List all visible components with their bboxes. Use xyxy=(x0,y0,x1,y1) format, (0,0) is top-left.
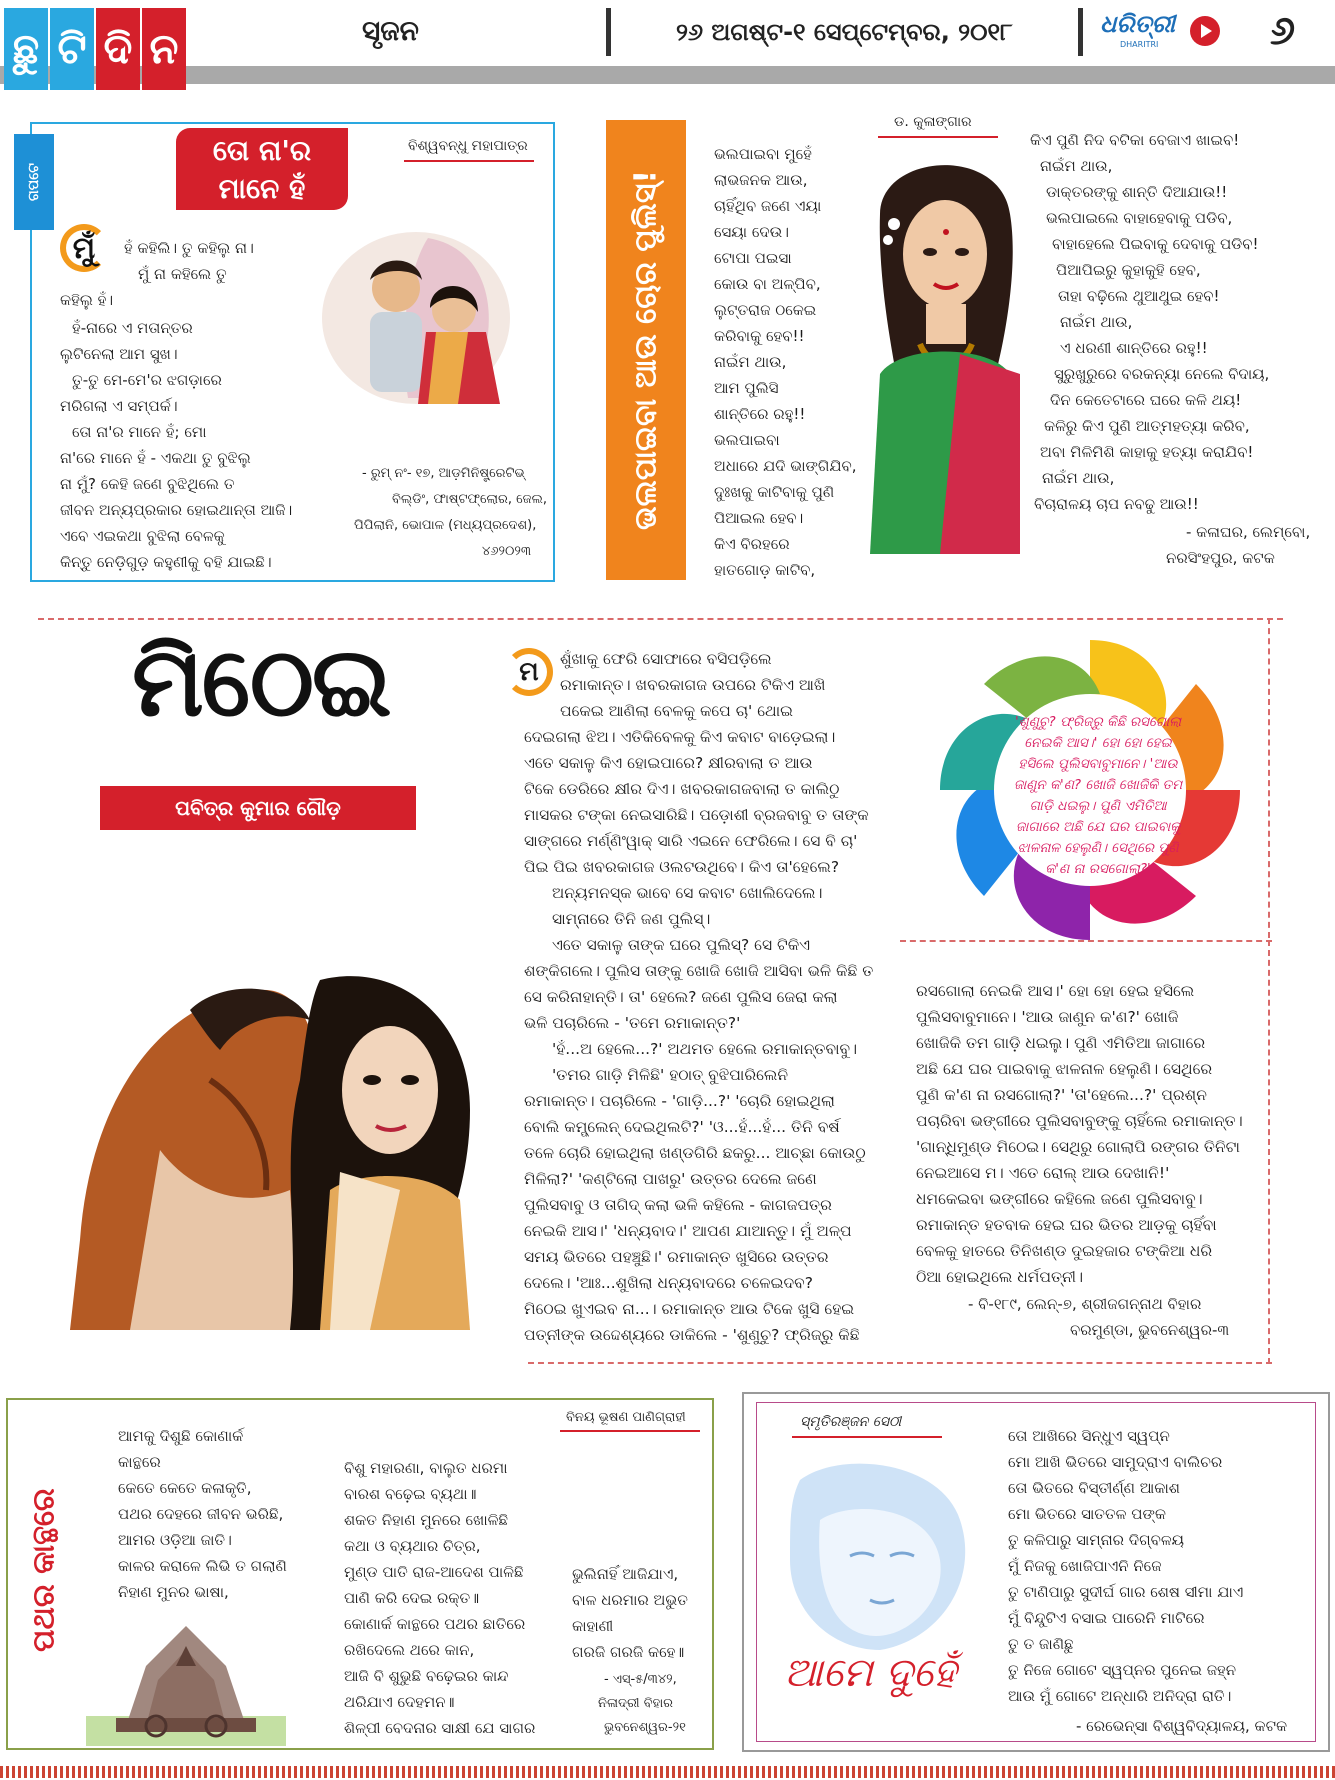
story-line: ଧମକେଇବା ଭଙ୍ଗୀରେ କହିଲେ ଜଣେ ପୁଲିସବାବୁ। xyxy=(916,1190,1203,1208)
story-line: ଦେଇଗଲା ଝିଅ। ଏତିକିବେଳକୁ କିଏ କବାଟ ବାଡ଼େଇଲା। xyxy=(524,728,836,746)
address-line: ନିଳାଦ୍ରୀ ବିହାର xyxy=(598,1696,674,1711)
poem1-author: ବିଶ୍ୱବନ୍ଧୁ ମହାପାତ୍ର xyxy=(408,138,528,154)
poem-line: ଆମର ଓଡ଼ିଆ ଜାତି। xyxy=(118,1531,232,1549)
story-line: ଠିଆ ହୋଇଥିଲେ ଧର୍ମପତ୍ନୀ। xyxy=(916,1268,1084,1286)
poem-line: ଥରିଯାଏ ଦେହମନ॥ xyxy=(344,1693,455,1711)
poem-line: ରଖିଦେଲେ ଥରେ କାନ, xyxy=(344,1641,475,1659)
story-line: ରମାକାନ୍ତ ହତବାକ ହେଇ ଘର ଭିତର ଆଡ଼କୁ ଚାହିଁବା xyxy=(916,1216,1217,1234)
poem-line: ଆଜି ବି ଶୁଭୁଛି ବଢ଼େଇର କାନ୍ଦ xyxy=(344,1667,509,1685)
address-line: ଭୁବନେଶ୍ୱର-୨୧ xyxy=(604,1720,686,1735)
story-line: ରମାକାନ୍ତ। ଖବରକାଗଜ ଉପରେ ଟିକିଏ ଆଖି xyxy=(560,676,826,694)
address-line: ବରମୁଣ୍ଡା, ଭୁବନେଶ୍ୱର-୩ xyxy=(1070,1321,1230,1339)
address-line: ୪୬୨୦୨୩ xyxy=(482,544,532,559)
poem-line: ବିଚାରାଳୟ ଚାପ ନବଢୁ ଆଉ!! xyxy=(1034,495,1199,513)
story-line: ତଳେ ଚୋରି ହୋଇଥିଲା ଖଣ୍ଡଗିରି ଛକରୁ... ଆଚ୍ଛା କୋଉଠୁ xyxy=(524,1144,866,1162)
story-line: ମିଳିଲା?' 'କଣ୍ଟିଲୋ ପାଖରୁ' ଉତ୍ତର ଦେଲେ ଜଣେ xyxy=(524,1170,817,1188)
poem3-author: ବିନୟ ଭୂଷଣ ପାଣିଗ୍ରାହୀ xyxy=(566,1410,686,1425)
story-line: ପତ୍ନୀଙ୍କ ଉଦ୍ଦେଶ୍ୟରେ ଡାକିଲେ - 'ଶୁଣୁଚୁ? ଫ୍ରିଜ୍‌ରୁ କିଛି xyxy=(524,1326,860,1344)
poem-line: ଡାକ୍ତରଙ୍କୁ ଶାନ୍ତି ଦିଆଯାଉ!! xyxy=(1046,183,1228,201)
poem-line-text: ତୋ ଆଖିରେ ସିନ୍ଧୁଏ ସ୍ୱପ୍ନ xyxy=(1008,1427,1170,1445)
poem-line: ଦିନ କେତେଟାରେ ଘରେ କଳି ଥୟ! xyxy=(1050,391,1242,409)
address-line: ପିପିଲାନି, ଭୋପାଳ (ମଧ୍ୟପ୍ରଦେଶ), xyxy=(354,518,537,533)
address-line: ବିଲ୍ଡିଂ, ଫାଷ୍ଟଫ୍ଲୋର, ଜେଲ, xyxy=(392,492,548,507)
address-line: ନରସିଂହପୁର, କଟକ xyxy=(1166,549,1275,567)
poem-line: ପିଆପିଇରୁ କୁହାକୁହି ହେବ, xyxy=(1056,261,1201,279)
poem-line: ନାଇଁମ ଥାଉ, xyxy=(1040,157,1113,175)
story-line: ଟିକେ ଡେରିରେ କ୍ଷୀର ଦିଏ। ଖବରକାଗଜବାଲା ତ କାଲିଠୁ xyxy=(524,780,840,798)
poem-line: ଭଲପାଇଲେ ବାହାହେବାକୁ ପଡିବ, xyxy=(1046,209,1233,227)
frame-edge xyxy=(1268,618,1270,938)
logo-letter: ନ xyxy=(142,8,186,90)
poem-line: ନାଇଁମ ଥାଉ, xyxy=(1042,469,1115,487)
poem-line: କହିଲୁ ହଁ। xyxy=(60,291,114,309)
story-initial: ମ xyxy=(505,648,553,696)
story-line: ପୁଲିସବାବୁ ଓ ତାଗିଦ୍ କଲା ଭଳି କହିଲେ - କାଗଜପତ୍ର xyxy=(524,1196,832,1214)
story-line: ଅନ୍ୟମନସ୍କ ଭାବେ ସେ କବାଟ ଖୋଲିଦେଲେ। xyxy=(552,884,823,902)
poem-line: ତୁ-ତୁ ମେ-ମେ'ର ଝଗଡ଼ାରେ xyxy=(72,371,222,389)
footer-stripe xyxy=(0,1766,1335,1778)
poem-line: ପିଆଇଲ ହେବ। xyxy=(714,509,804,527)
story-line: ଏତେ ସକାଳୁ କିଏ ହୋଇପାରେ? କ୍ଷୀରବାଲା ତ ଆଉ xyxy=(524,754,813,772)
poem-line: ମୁଁ ବିନ୍ଦୁଟିଏ ବସାଇ ପାରେନି ମାଟିରେ xyxy=(1008,1609,1205,1627)
poem-line xyxy=(1008,1420,1170,1448)
story-line: ସମୟ ଭିତରେ ପହଞ୍ଚୁଛି।' ରମାକାନ୍ତ ଖୁସିରେ ଉତ୍ତର xyxy=(524,1248,829,1266)
poem-line: ପାଣି କରି ଦେଇ ରକ୍ତ॥ xyxy=(344,1589,480,1607)
poem2-author: ଡ. କୁଳାଙ୍ଗାର xyxy=(894,114,972,130)
poem-line: ତୋ ନା'ର ମାନେ ହଁ; ମୋ xyxy=(72,423,207,441)
frame-edge xyxy=(900,940,1272,942)
poem-line: ହାତଗୋଡ଼ କାଟିବ, xyxy=(714,561,816,579)
poem-line: ବିଶୁ ମହାରଣା, ବାଲୁତ ଧରମା xyxy=(344,1459,508,1477)
story-line: ପକେଇ ଆଣିଲା ବେଳକୁ କପେ ଚା' ଥୋଇ xyxy=(560,702,794,720)
page-number: ୬ xyxy=(1270,8,1296,54)
poem-line: ଦୁଃଖକୁ କାଟିବାକୁ ପୁଣି xyxy=(714,483,835,501)
frame-edge xyxy=(528,1362,1272,1364)
poem-line: ତୁ ତ ଜାଣିଛୁ xyxy=(1008,1635,1074,1653)
poem-line: ବାହାହେଲେ ପିଇବାକୁ ଦେବାକୁ ପଡିବ! xyxy=(1052,235,1259,253)
poem-line: କୋଉ ବା ଅଳ୍ପିବ, xyxy=(714,275,821,293)
poem-line: ମୋ ଆଖି ଭିତରେ ସାମୁଦ୍ରାଏ ବାଲିଚର xyxy=(1008,1453,1223,1471)
story-line: 'ତମର ଗାଡ଼ି ମିଳିଛି' ହଠାତ୍ ବୁଝିପାରିଲେନି xyxy=(552,1066,789,1084)
address-line: - କଳାଘର, ଲେମ୍ବୋ, xyxy=(1186,523,1311,541)
poem-line: ଭଲପାଇବା ମୁହେଁ xyxy=(714,145,812,163)
poem-line: ଗରଜି ଗରଜି କହେ॥ xyxy=(572,1643,685,1661)
poem-line: କଥା ଓ ବ୍ୟଥାର ଚିତ୍ର, xyxy=(344,1537,481,1555)
poem-line: ପଥର ଦେହରେ ଜୀବନ ଭରିଛି, xyxy=(118,1505,284,1523)
title-line: ମାନେ ହଁ xyxy=(218,172,306,205)
story-line: ନେଇକି ଆସ।' 'ଧନ୍ୟବାଦ।' ଆପଣ ଯାଆନ୍ତୁ। ମୁଁ ଅଳ୍ପ xyxy=(524,1222,852,1240)
poem-line: ତୁ ନିଜେ ଗୋଟେ ସ୍ୱପ୍ନର ପୁନେଇ ଜହ୍ନ xyxy=(1008,1661,1237,1679)
poem-line: ଅବା ମିଳିମିଶି କାହାକୁ ହତ୍ୟା କରାଯିବ! xyxy=(1040,443,1254,461)
poem4-title: ଆମେ ଦୁହେଁ xyxy=(784,1650,957,1696)
poem-line: ହଁ କହିଲି। ତୁ କହିଲୁ ନା। xyxy=(124,239,254,257)
poem-line: ନା'ରେ ମାନେ ହଁ - ଏକଥା ତୁ ବୁଝିଲୁ xyxy=(60,449,251,467)
poem-line: କଳିରୁ କିଏ ପୁଣି ଆତ୍ମହତ୍ୟା କରିବ, xyxy=(1044,417,1250,435)
story-line: ଭଳି ପଚାରିଲେ - 'ତମେ ରମାକାନ୍ତ?' xyxy=(524,1014,741,1032)
poem-line: କାହାଣୀ xyxy=(572,1617,614,1635)
brand-logo: ଧରିତ୍ରୀ xyxy=(1100,10,1175,38)
story-line: ସେ କରିନାହାନ୍ତି। ତା' ହେଲେ? ଜଣେ ପୁଲିସ ଜେରା କଲା xyxy=(524,988,838,1006)
poem-line: ଆଉ ମୁଁ ଗୋଟେ ଅନ୍ଧାରି ଅନିଦ୍ରା ରାତି। xyxy=(1008,1687,1232,1705)
poem-line: ଜୀବନ ଅନ୍ୟପ୍ରକାର ହୋଇଥାନ୍ତା ଆଜି। xyxy=(60,501,293,519)
poem4-address: - ରେଭେନ୍ସା ବିଶ୍ୱବିଦ୍ୟାଳୟ, କଟକ xyxy=(1076,1717,1288,1735)
story-line: ପଚାରିବା ଭଙ୍ଗୀରେ ପୁଲିସବାବୁଙ୍କୁ ଚାହିଁଲେ ରମାକାନ୍ତ। xyxy=(916,1112,1243,1130)
poem-line: ମୁଣ୍ଡ ପାତି ରାଜ-ଆଦେଶ ପାଳିଛି xyxy=(344,1563,524,1581)
address-line: - ଏସ୍-୫/୩୪୨, xyxy=(604,1672,677,1687)
story-line: ମିଠେଇ ଖୁଏଇବ ନା...। ରମାକାନ୍ତ ଆଉ ଟିକେ ଖୁସି ହେଇ xyxy=(524,1300,855,1318)
poem-line: ତୋ ଭିତରେ ବିସ୍ତୀର୍ଣ୍ଣ ଆକାଶ xyxy=(1008,1479,1180,1497)
story-line: ବୋଲି କମ୍ପ୍ଲେନ୍ ଦେଇଥିଲଟି?' 'ଓ...ହଁ...ହଁ... ତିନି ବର୍ଷ xyxy=(524,1118,840,1136)
poem-line-text: ଆମକୁ ଦିଶୁଛି କୋଣାର୍କ xyxy=(118,1427,244,1445)
story-line: ଖୋଜିକି ତମ ଗାଡ଼ି ଧଇଲୁ। ପୁଣି ଏମିତିଆ ଜାଗାରେ xyxy=(916,1034,1206,1052)
author-underline xyxy=(878,136,998,138)
poem-line: ଶିଳ୍ପୀ ବେଦନାର ସାକ୍ଷୀ ଯେ ସାଗର xyxy=(344,1719,536,1737)
poem2-title: ଭଲପାଇବା ଆଉ ଚୋର ପୁଲିସ୍! xyxy=(628,169,664,531)
story-line: ମାସକର ଟଙ୍କା ନେଇସାରିଛି। ପଡ଼ୋଶୀ ବ୍ରଜବାବୁ ତ ତାଙ୍କ xyxy=(524,806,869,824)
poem-line: କେତେ କେତେ କଳାକୃତି, xyxy=(118,1479,252,1497)
poem4-author: ସ୍ମୃତିରଞ୍ଜନ ସେଠୀ xyxy=(800,1414,902,1430)
poem-line: ସୁରୁଖୁରୁରେ ବରକନ୍ୟା ନେଲେ ବିଦାୟ, xyxy=(1054,365,1270,383)
poem-line: କୋଣାର୍କ କାନ୍ଥରେ ପଥର ଛାତିରେ xyxy=(344,1615,526,1633)
play-icon xyxy=(1190,16,1220,46)
poem-line: କରିବାକୁ ହେବ!! xyxy=(714,327,805,345)
poem-line: କିଏ ପୁଣି ନିଦ ବଟିକା ବେଜାଏ ଖାଇବ! xyxy=(1030,131,1240,149)
author-underline xyxy=(792,1436,942,1438)
poem-line: ଅଧାରେ ଯଦି ଭାଙ୍ଗିଯିବ, xyxy=(714,457,857,475)
story-line: ରସଗୋଲା ନେଇକି ଆସ।' ହୋ ହୋ ହେଇ ହସିଲେ xyxy=(916,982,1195,1000)
title-line: ତୋ ନା'ର xyxy=(212,134,312,167)
logo-letter: ଛୁ xyxy=(4,8,48,90)
header-divider xyxy=(606,8,611,56)
poem-line: ନାଇଁମ ଥାଉ, xyxy=(714,353,787,371)
story-line: ଦେଲେ। 'ଆଃ...ଶୁଖିଲା ଧନ୍ୟବାଦରେ ଚଳେଇଦବ? xyxy=(524,1274,813,1292)
pull-quote-text: 'ଶୁଣୁଚୁ? ଫ୍ରିଜ୍‌ରୁ କିଛି ରସଗୋଲା ନେଇକି ଆସ।' ହୋ ହୋ ହେଇ ହସିଲେ ପୁଲିସବାବୁମାନେ। 'ଆଉ ଜାଣୁନ କ'ଣ? ଖୋଜି ଖୋଜିକି ତମ ଗାଡ଼ି ଧଇଲୁ। ପୁଣି ଏମିତିଆ ଜାଗାରେ ଅଛି ଯେ ଘର ପାଇବାକୁ ଝାଳନାଳ ହେଲୁଣି। ସେଥିରେ ପୁଣି କ'ଣ ନା ରସଗୋଲା?' xyxy=(1013,714,1183,877)
poem1-title xyxy=(176,128,348,210)
story-line: ଏତେ ସକାଳୁ ତାଙ୍କ ଘରେ ପୁଲିସ୍? ସେ ଟିକିଏ xyxy=(552,936,811,954)
story-line: ପୁଣି କ'ଣ ନା ରସଗୋଲା?' 'ତା'ହେଲେ...?' ପ୍ରଶ୍ନ xyxy=(916,1086,1207,1104)
story-line: ସାମ୍ନାରେ ତିନି ଜଣ ପୁଲିସ୍। xyxy=(552,910,711,928)
logo-letter: ଟି xyxy=(50,8,94,90)
poem-line: ବାରଶ ବଢ଼େଇ ବ୍ୟଥା॥ xyxy=(344,1485,477,1503)
story-line: ଶୁଁଖାକୁ ଫେରି ସୋଫାରେ ବସିପଡ଼ିଲେ xyxy=(560,650,772,668)
poem1-initial: ମୁଁ xyxy=(60,224,108,272)
poem-line: ଏବେ ଏଇକଥା ବୁଝିଲା ବେଳକୁ xyxy=(60,527,225,545)
poem-line: ମୁଁ ନିଜକୁ ଖୋଜିପାଏନି ନିଜେ xyxy=(1008,1557,1162,1575)
story-title: ମିଠେଇ xyxy=(132,626,390,738)
poem1-tag: ଗପଟେ xyxy=(14,134,54,230)
author-underline xyxy=(560,1430,700,1432)
poem-line xyxy=(118,1420,243,1448)
poem-line: ତୁ ଟାଣିପାରୁ ସୁଦୀର୍ଘ ଗାର ଶେଷ ସୀମା ଯାଏ xyxy=(1008,1583,1244,1601)
poem-line: ମୋ ଭିତରେ ସାତତଳ ପଙ୍କ xyxy=(1008,1505,1166,1523)
poem-line: ନା ମୁଁ? କେହି ଜଣେ ବୁଝିଥିଲେ ତ xyxy=(60,475,235,493)
header-divider xyxy=(1078,8,1083,56)
frame-edge xyxy=(1268,940,1270,1364)
poem-line: ହଁ-ନାରେ ଏ ମତାନ୍ତର xyxy=(72,319,193,337)
story-line: ସାଙ୍ଗରେ ମର୍ଣ୍ଣିଂୱାକ୍ ସାରି ଏଇନେ ଫେରିଲେ। ସେ ବି ଚା' xyxy=(524,832,858,850)
poem-line: ଶାନ୍ତିରେ ରହୁ!! xyxy=(714,405,806,423)
story-line: ରମାକାନ୍ତ। ପଚାରିଲେ - 'ଗାଡ଼ି...?' 'ଚୋରି ହୋଇଥିଲା xyxy=(524,1092,835,1110)
poem-line: ଚାହିଁଥିବ ଜଣେ ଏୟା xyxy=(714,197,822,215)
story-line: 'ଗାନ୍ଧିମୁଣ୍ଡ ମିଠେଇ। ସେଥିରୁ ଗୋଲାପି ରଙ୍ଗର ତିନିଟା xyxy=(916,1138,1240,1156)
header-rule xyxy=(0,66,1335,84)
issue-date: ୨୬ ଅଗଷ୍ଟ-୧ ସେପ୍ଟେମ୍ବର, ୨୦୧୮ xyxy=(676,18,1013,46)
poem-line: ନିହାଣ ମୁନର ଭାଷା, xyxy=(118,1583,229,1601)
poem-line: ଆମ ପୁଲିସି xyxy=(714,379,779,397)
poem-line: ତୁ କଳିପାରୁ ସାମ୍ନାର ଦିଗ୍‌ବଳୟ xyxy=(1008,1531,1185,1549)
poem-line: ତାହା ବଢ଼ିଲେ ଥୁଆଥୁଇ ହେବ! xyxy=(1058,287,1220,305)
story-author: ପବିତ୍ର କୁମାର ଗୌଡ଼ xyxy=(100,786,416,830)
brand-sub: DHARITRI xyxy=(1120,40,1159,49)
address-line: - ରୁମ୍ ନଂ- ୧୭, ଆଡ଼ମିନିଷ୍ଟ୍ରେଟିଭ୍ xyxy=(362,466,525,481)
poem-line: ଭୁଲିନାହିଁ ଆଜିଯାଏ, xyxy=(572,1565,679,1583)
story-line: ଅଛି ଯେ ଘର ପାଇବାକୁ ଝାଳନାଳ ହେଲୁଣି। ସେଥିରେ xyxy=(916,1060,1213,1078)
poem-line: ଏ ଧରଣୀ ଶାନ୍ତିରେ ରହୁ!! xyxy=(1060,339,1208,357)
poem-line: ମୁଁ ନା କହିଲେ ତୁ xyxy=(138,265,227,283)
poem-line: ଶକତ ନିହାଣ ମୁନରେ ଖୋଳିଛି xyxy=(344,1511,509,1529)
poem-line: ନାଇଁମ ଥାଉ, xyxy=(1060,313,1133,331)
poem-line: ଭଲପାଇବା xyxy=(714,431,780,449)
poem-line: ଟୋପା ପଇସା xyxy=(714,249,792,267)
poem-line: କାଳର କରାଳେ ଲିଭି ତ ଗଲାଣି xyxy=(118,1557,287,1575)
poem-line: ବାଳ ଧରମାର ଅଭୁତ xyxy=(572,1591,688,1609)
poem-line: କିନ୍ତୁ ନେଡ଼ିଗୁଡ଼ କହୁଣୀକୁ ବହି ଯାଇଛି। xyxy=(60,553,272,571)
story-line: ନେଇଆସେ ମ। ଏତେ ରୋଲ୍ ଆଉ ଦେଖାନି!' xyxy=(916,1164,1170,1182)
poem-line: କାନ୍ଥରେ xyxy=(118,1453,161,1471)
poem-line: କିଏ ବିରହରେ xyxy=(714,535,790,553)
logo-letter: ଦି xyxy=(96,8,140,90)
story-line: ଶଙ୍କିଗଲେ। ପୁଲିସ ତାଙ୍କୁ ଖୋଜି ଖୋଜି ଆସିବା ଭଳି କିଛି ତ xyxy=(524,962,874,980)
address-line: - ବି-୧୮୯, ଲେନ୍-୭, ଶ୍ରୀଜଗନ୍ନାଥ ବିହାର xyxy=(968,1295,1202,1313)
story-line: ପିଇ ପିଇ ଖବରକାଗଜ ଓଲଟଉଥିବେ। କିଏ ତା'ହେଲେ? xyxy=(524,858,840,876)
story-line: 'ହଁ...ଅ ହେଲେ...?' ଅଥମତ ହେଲେ ରମାକାନ୍ତବାବୁ। xyxy=(552,1040,858,1058)
poem-line: ଲୁଟ୍‌ତରାଜ ଠକେଇ xyxy=(714,301,817,319)
story-line: ବେଳକୁ ହାତରେ ତିନିଖଣ୍ଡ ଦୁଇହଜାର ଟଙ୍କିଆ ଧରି xyxy=(916,1242,1213,1260)
section-name: ସୃଜନ xyxy=(362,14,419,47)
poem-line: ମରିଗଲା ଏ ସମ୍ପର୍କ। xyxy=(60,397,178,415)
poem3-title: ପଥର କାନ୍ଥରେ xyxy=(26,1488,62,1652)
poem-line: ସେୟା ଦେଉ। xyxy=(714,223,789,241)
story-line: ପୁଲିସବାବୁମାନେ। 'ଆଉ ଜାଣୁନ କ'ଣ?' ଖୋଜି xyxy=(916,1008,1179,1026)
poem-line: ଲାଭଜନକ ଆଉ, xyxy=(714,171,808,189)
author-underline xyxy=(404,160,534,162)
poem-line: ଲୁଟିନେଲା ଆମ ସୁଖ। xyxy=(60,345,178,363)
